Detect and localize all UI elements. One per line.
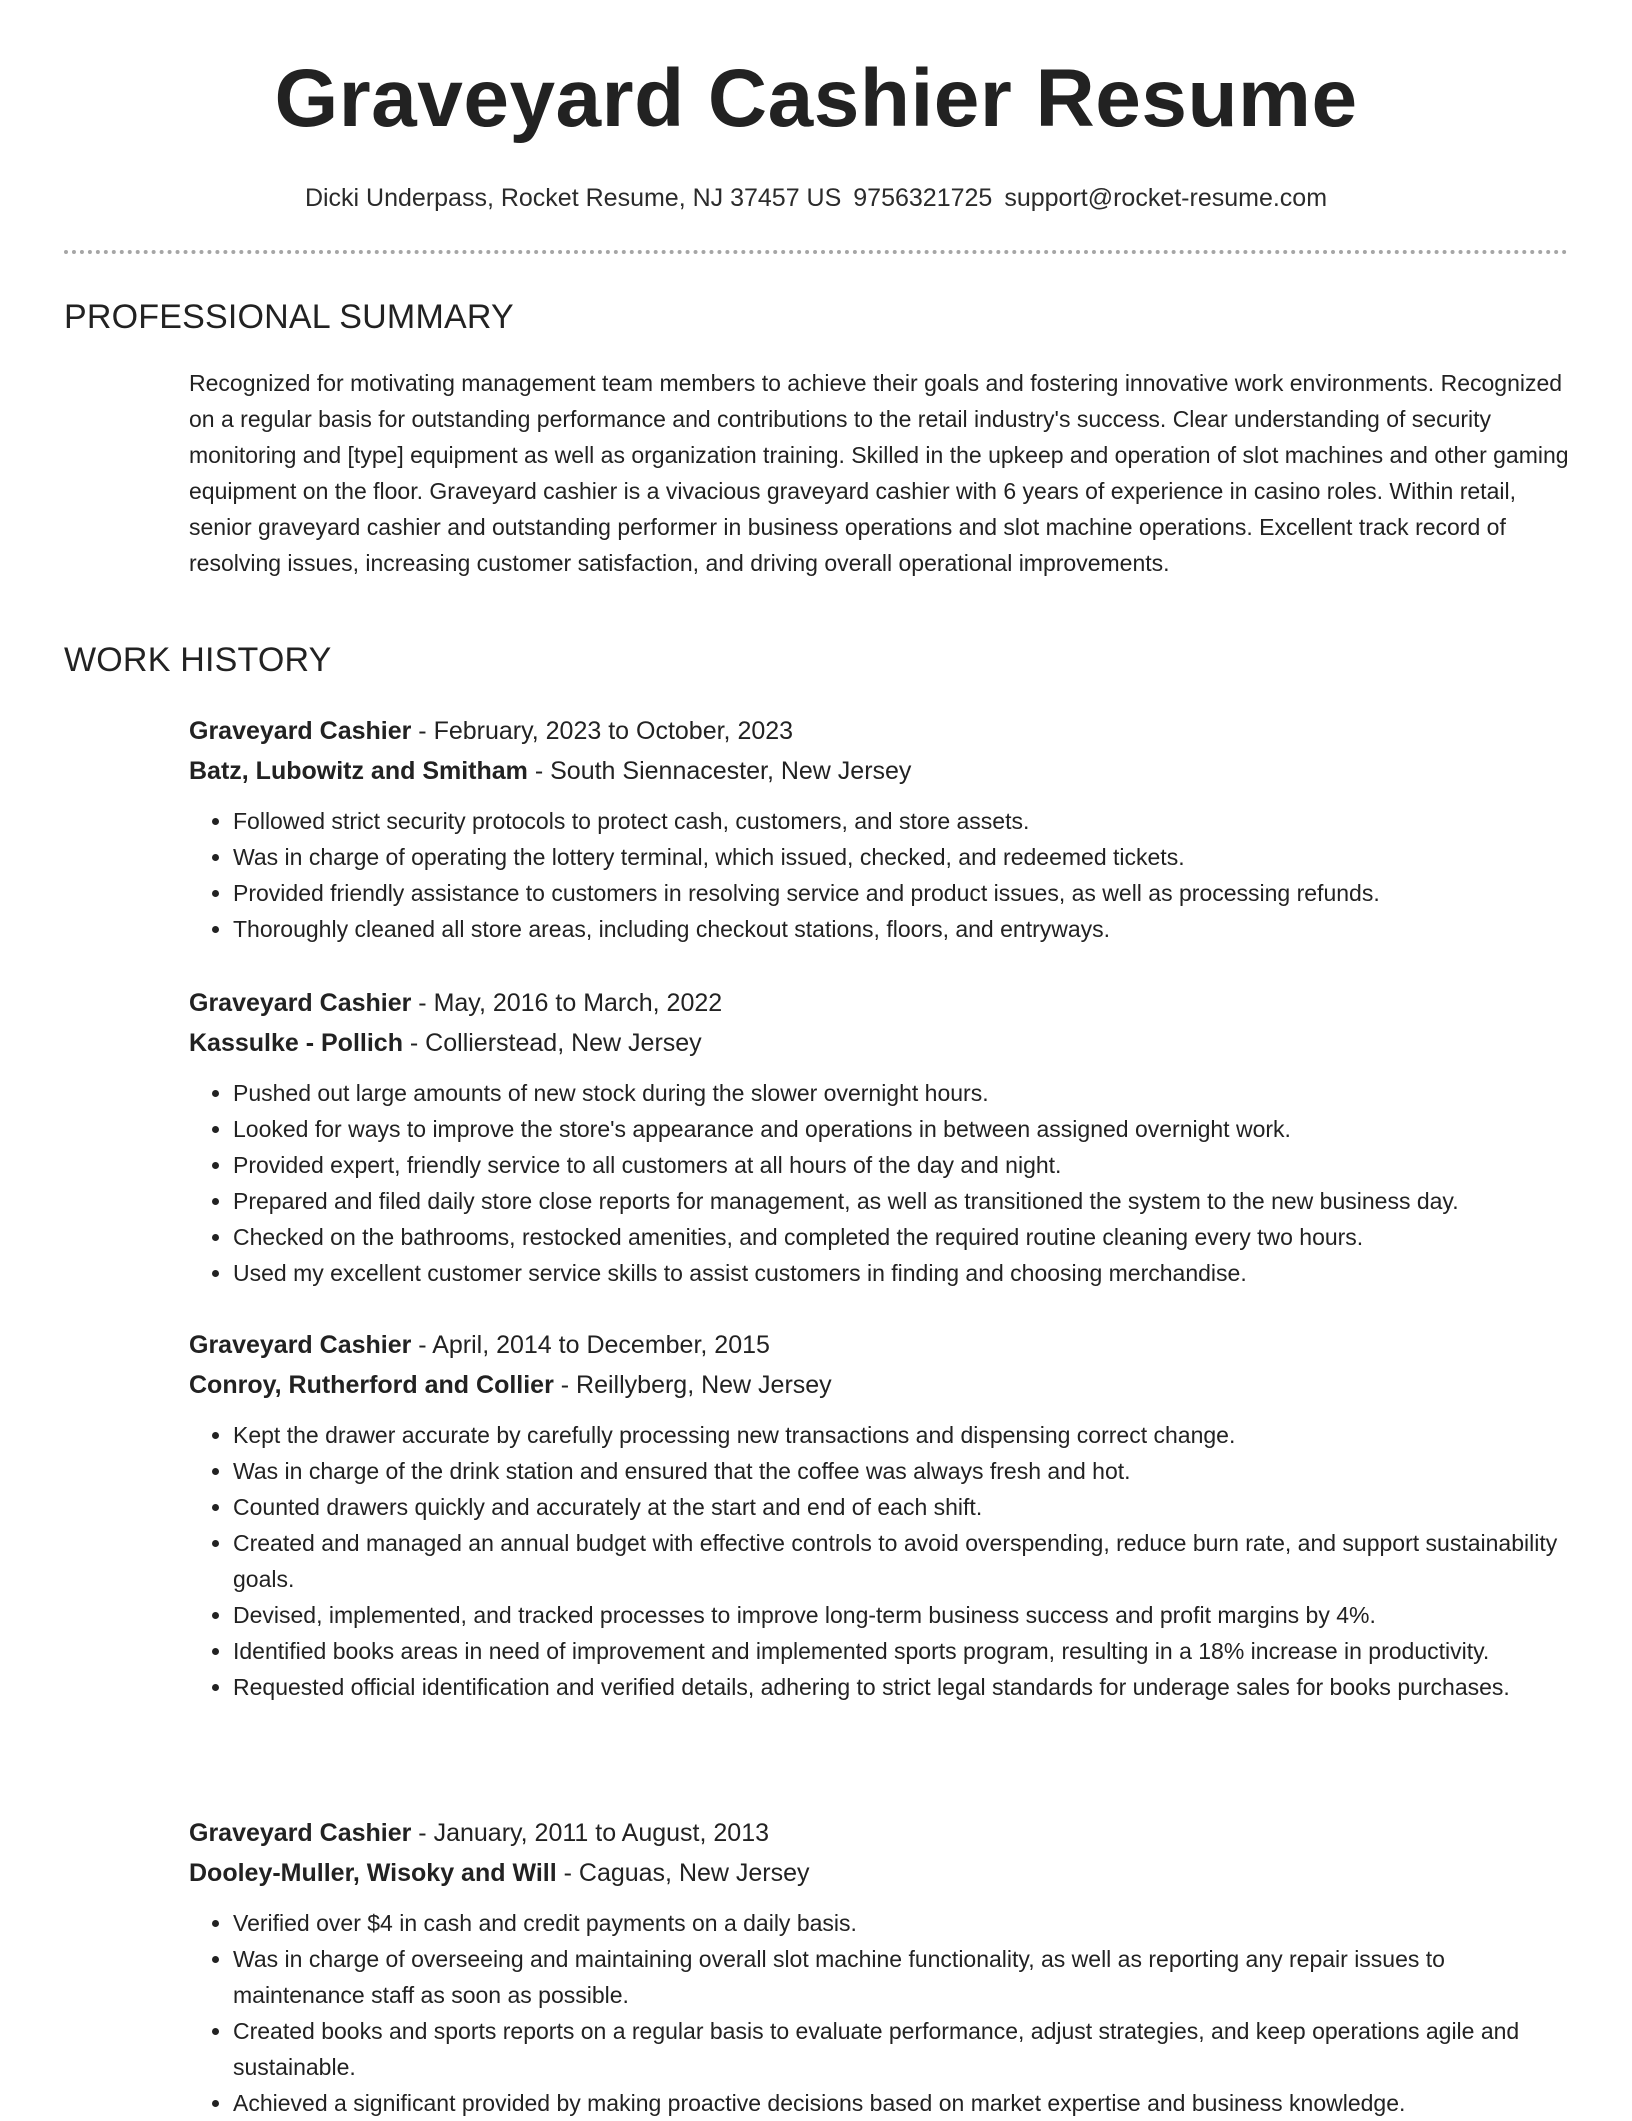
contact-phone: 9756321725	[853, 184, 993, 212]
contact-address: Dicki Underpass, Rocket Resume, NJ 37457 US	[304, 184, 842, 212]
job-entry	[189, 1325, 1569, 1705]
job-bullet: • Pushed out large amounts of new stock during the slower overnight hours.	[233, 1075, 1569, 1111]
job-company-line	[189, 1023, 1569, 1063]
job-bullet: • Looked for ways to improve the store's appearance and operations in between assigned overnight work.	[233, 1111, 1569, 1147]
job-title-line	[189, 711, 1569, 751]
job-bullet: • Kept the drawer accurate by carefully processing new transactions and dispensing correct change.	[233, 1417, 1569, 1453]
job-company-line	[189, 751, 1569, 791]
job-entry	[189, 983, 1569, 1291]
job-company: Kassulke - Pollich	[189, 1029, 403, 1057]
job-title-line	[189, 1813, 1569, 1853]
job-bullet: • Prepared and filed daily store close reports for management, as well as transitioned the system to the new business day.	[233, 1183, 1569, 1219]
job-bullets	[189, 1905, 1569, 2121]
job-company: Conroy, Rutherford and Collier	[189, 1371, 554, 1399]
job-location: - South Siennacester, New Jersey	[527, 757, 912, 785]
job-bullet: • Created books and sports reports on a regular basis to evaluate performance, adjust strategies, and keep operations agile and sustainable.	[233, 2013, 1569, 2085]
job-dates: - April, 2014 to December, 2015	[411, 1331, 770, 1359]
job-title: Graveyard Cashier	[189, 1331, 412, 1359]
job-bullet: • Used my excellent customer service skills to assist customers in finding and choosing merchandise.	[233, 1255, 1569, 1291]
job-bullet: • Identified books areas in need of improvement and implemented sports program, resulting in a 18% increase in productivity.	[233, 1633, 1569, 1669]
job-bullet: • Counted drawers quickly and accurately at the start and end of each shift.	[233, 1489, 1569, 1525]
job-bullet: • Checked on the bathrooms, restocked amenities, and completed the required routine cleaning every two hours.	[233, 1219, 1569, 1255]
contact-line	[0, 183, 1632, 213]
job-bullet: • Provided expert, friendly service to all customers at all hours of the day and night.	[233, 1147, 1569, 1183]
job-bullets	[189, 1417, 1569, 1705]
job-bullets	[189, 803, 1569, 947]
job-title: Graveyard Cashier	[189, 1819, 412, 1847]
job-title-line	[189, 983, 1569, 1023]
job-bullet: • Devised, implemented, and tracked processes to improve long-term business success and profit margins by 4%.	[233, 1597, 1569, 1633]
job-bullet: • Provided friendly assistance to customers in resolving service and product issues, as well as processing refunds.	[233, 875, 1569, 911]
contact-email[interactable]: support@rocket-resume.com	[1004, 184, 1328, 212]
job-dates: - February, 2023 to October, 2023	[411, 717, 794, 745]
job-bullet: • Created and managed an annual budget with effective controls to avoid overspending, reduce burn rate, and support sustainability goals.	[233, 1525, 1569, 1597]
job-company-line	[189, 1365, 1569, 1405]
job-entry	[189, 711, 1569, 947]
job-title: Graveyard Cashier	[189, 989, 412, 1017]
job-company: Batz, Lubowitz and Smitham	[189, 757, 528, 785]
job-location: - Reillyberg, New Jersey	[553, 1371, 832, 1399]
job-bullet: • Verified over $4 in cash and credit payments on a daily basis.	[233, 1905, 1569, 1941]
summary-text: Recognized for motivating management team members to achieve their goals and fostering innovative work environments. Recognized on a regular basis for outstanding performance and contributions to the retail industry's success. Clear understanding of security monitoring and [type] equipment as well as organization training. Skilled in the upkeep and operation of slot machines and other gaming equipment on the floor. Graveyard cashier is a vivacious graveyard cashier with 6 years of experience in casino roles. Within retail, senior graveyard cashier and outstanding performer in business operations and slot machine operations. Excellent track record of resolving issues, increasing customer satisfaction, and driving overall operational improvements.	[189, 370, 1569, 576]
job-bullet: • Followed strict security protocols to protect cash, customers, and store assets.	[233, 803, 1569, 839]
job-bullet: • Achieved a significant provided by making proactive decisions based on market expertise and business knowledge.	[233, 2085, 1569, 2121]
job-bullet: • Requested official identification and verified details, adhering to strict legal standards for underage sales for books purchases.	[233, 1669, 1569, 1705]
job-company-line	[189, 1853, 1569, 1893]
job-dates: - May, 2016 to March, 2022	[411, 989, 723, 1017]
job-title: Graveyard Cashier	[189, 717, 412, 745]
header-divider	[64, 250, 1568, 254]
work-history-heading: WORK HISTORY	[64, 641, 332, 679]
resume-title: Graveyard Cashier Resume	[274, 53, 1358, 144]
job-bullet: • Was in charge of overseeing and maintaining overall slot machine functionality, as well as reporting any repair issues to maintenance staff as soon as possible.	[233, 1941, 1569, 2013]
job-bullets	[189, 1075, 1569, 1291]
job-bullet: • Was in charge of operating the lottery terminal, which issued, checked, and redeemed tickets.	[233, 839, 1569, 875]
job-location: - Collierstead, New Jersey	[402, 1029, 702, 1057]
job-title-line	[189, 1325, 1569, 1365]
summary-heading: PROFESSIONAL SUMMARY	[64, 298, 514, 336]
job-company: Dooley-Muller, Wisoky and Will	[189, 1859, 557, 1887]
job-bullet: • Was in charge of the drink station and ensured that the coffee was always fresh and hot.	[233, 1453, 1569, 1489]
job-dates: - January, 2011 to August, 2013	[411, 1819, 770, 1847]
job-entry	[189, 1813, 1569, 2121]
job-location: - Caguas, New Jersey	[556, 1859, 810, 1887]
job-bullet: • Thoroughly cleaned all store areas, including checkout stations, floors, and entryways.	[233, 911, 1569, 947]
